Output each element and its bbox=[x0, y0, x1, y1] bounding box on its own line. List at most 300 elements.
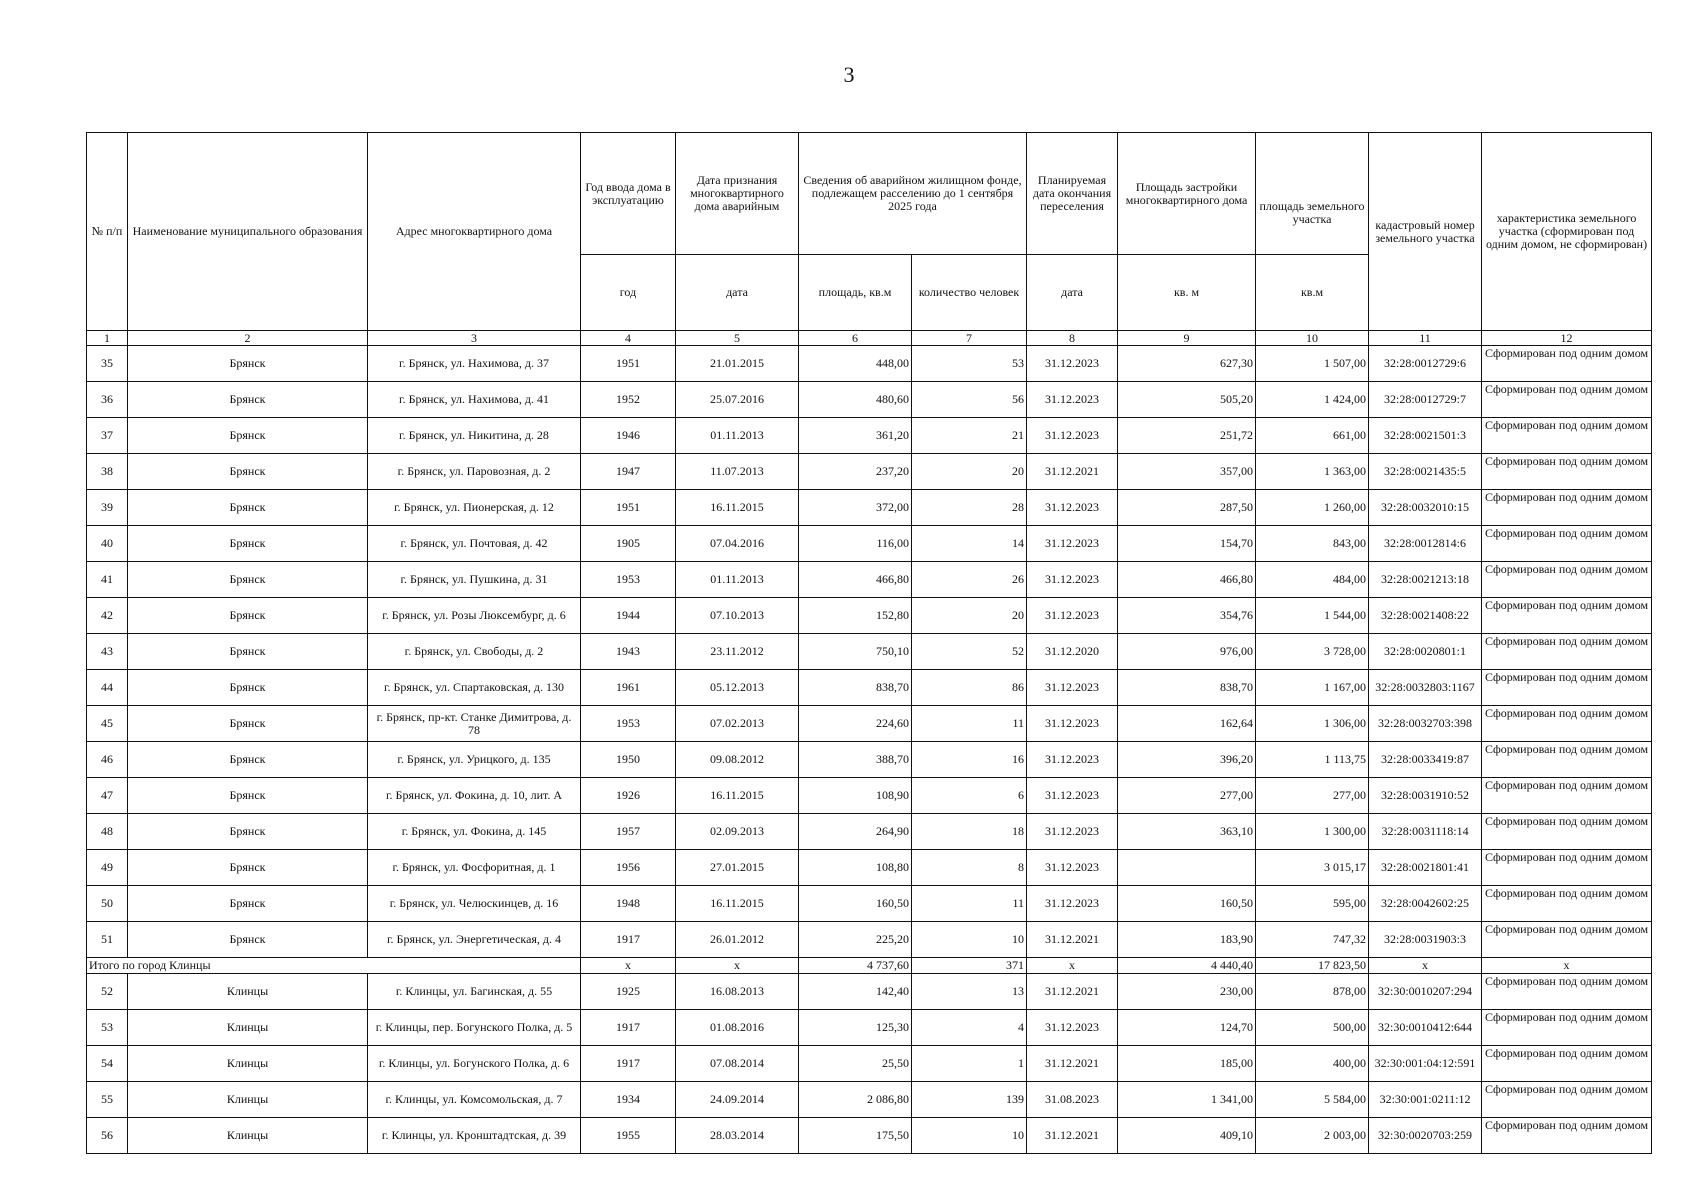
cadastral-cell: 32:28:0021501:3 bbox=[1369, 418, 1482, 454]
emergency-date-cell: 16.11.2015 bbox=[676, 886, 799, 922]
row-number: 53 bbox=[87, 1010, 128, 1046]
year-cell: 1917 bbox=[581, 1010, 676, 1046]
land-characteristic-cell: Сформирован под одним домом bbox=[1482, 974, 1652, 1010]
land-area-cell: 843,00 bbox=[1256, 526, 1369, 562]
building-area-cell: 466,80 bbox=[1118, 562, 1256, 598]
table-row bbox=[87, 418, 1652, 454]
subheader-year: год bbox=[581, 255, 676, 331]
people-cell: 14 bbox=[912, 526, 1027, 562]
year-cell: 1955 bbox=[581, 1118, 676, 1154]
municipality-cell: Брянск bbox=[128, 634, 368, 670]
address-cell: г. Брянск, ул. Нахимова, д. 41 bbox=[368, 382, 581, 418]
area-cell: 225,20 bbox=[799, 922, 912, 958]
year-cell: 1947 bbox=[581, 454, 676, 490]
people-cell: 56 bbox=[912, 382, 1027, 418]
row-number: 55 bbox=[87, 1082, 128, 1118]
municipality-cell: Брянск bbox=[128, 562, 368, 598]
people-cell: 10 bbox=[912, 922, 1027, 958]
emergency-date-cell: 01.08.2016 bbox=[676, 1010, 799, 1046]
total-cadastral: x bbox=[1369, 958, 1482, 974]
area-cell: 466,80 bbox=[799, 562, 912, 598]
land-characteristic-cell: Сформирован под одним домом bbox=[1482, 1118, 1652, 1154]
emergency-date-cell: 16.11.2015 bbox=[676, 778, 799, 814]
land-area-cell: 1 300,00 bbox=[1256, 814, 1369, 850]
cadastral-cell: 32:28:0021435:5 bbox=[1369, 454, 1482, 490]
year-cell: 1953 bbox=[581, 562, 676, 598]
planned-date-cell: 31.12.2023 bbox=[1027, 814, 1118, 850]
address-cell: г. Брянск, ул. Паровозная, д. 2 bbox=[368, 454, 581, 490]
table-row bbox=[87, 1082, 1652, 1118]
cadastral-cell: 32:28:0012729:7 bbox=[1369, 382, 1482, 418]
page-number: 3 bbox=[843, 62, 855, 87]
year-cell: 1917 bbox=[581, 922, 676, 958]
header-date-emergency: Дата признания многоквартирного дома аварийным bbox=[676, 133, 799, 255]
planned-date-cell: 31.12.2023 bbox=[1027, 598, 1118, 634]
planned-date-cell: 31.08.2023 bbox=[1027, 1082, 1118, 1118]
subheader-building-area: кв. м bbox=[1118, 255, 1256, 331]
emergency-date-cell: 16.08.2013 bbox=[676, 974, 799, 1010]
building-area-cell: 1 341,00 bbox=[1118, 1082, 1256, 1118]
row-number: 41 bbox=[87, 562, 128, 598]
people-cell: 1 bbox=[912, 1046, 1027, 1082]
year-cell: 1951 bbox=[581, 346, 676, 382]
land-area-cell: 1 260,00 bbox=[1256, 490, 1369, 526]
row-number: 42 bbox=[87, 598, 128, 634]
municipality-cell: Брянск bbox=[128, 814, 368, 850]
column-number: 5 bbox=[676, 331, 799, 346]
table-row bbox=[87, 850, 1652, 886]
address-cell: г. Брянск, ул. Спартаковская, д. 130 bbox=[368, 670, 581, 706]
table-row bbox=[87, 346, 1652, 382]
column-number: 11 bbox=[1369, 331, 1482, 346]
housing-register-table bbox=[86, 132, 1652, 1154]
planned-date-cell: 31.12.2021 bbox=[1027, 922, 1118, 958]
building-area-cell: 396,20 bbox=[1118, 742, 1256, 778]
column-number: 4 bbox=[581, 331, 676, 346]
municipality-cell: Брянск bbox=[128, 886, 368, 922]
planned-date-cell: 31.12.2021 bbox=[1027, 974, 1118, 1010]
column-number: 6 bbox=[799, 331, 912, 346]
people-cell: 20 bbox=[912, 598, 1027, 634]
area-cell: 838,70 bbox=[799, 670, 912, 706]
header-land-characteristic: характеристика земельного участка (сформирован под одним домом, не сформирован) bbox=[1482, 133, 1652, 331]
row-number: 39 bbox=[87, 490, 128, 526]
land-characteristic-cell: Сформирован под одним домом bbox=[1482, 1010, 1652, 1046]
cadastral-cell: 32:28:0031903:3 bbox=[1369, 922, 1482, 958]
address-cell: г. Брянск, ул. Розы Люксембург, д. 6 bbox=[368, 598, 581, 634]
building-area-cell: 185,00 bbox=[1118, 1046, 1256, 1082]
land-area-cell: 484,00 bbox=[1256, 562, 1369, 598]
area-cell: 750,10 bbox=[799, 634, 912, 670]
address-cell: г. Брянск, ул. Урицкого, д. 135 bbox=[368, 742, 581, 778]
row-number: 46 bbox=[87, 742, 128, 778]
table-row bbox=[87, 526, 1652, 562]
column-number: 12 bbox=[1482, 331, 1652, 346]
land-characteristic-cell: Сформирован под одним домом bbox=[1482, 1082, 1652, 1118]
header-emergency-group: Сведения об аварийном жилищном фонде, подлежащем расселению до 1 сентября 2025 года bbox=[799, 133, 1027, 255]
building-area-cell: 183,90 bbox=[1118, 922, 1256, 958]
land-area-cell: 878,00 bbox=[1256, 974, 1369, 1010]
subheader-area: площадь, кв.м bbox=[799, 255, 912, 331]
area-cell: 480,60 bbox=[799, 382, 912, 418]
land-area-cell: 400,00 bbox=[1256, 1046, 1369, 1082]
cadastral-cell: 32:28:0042602:25 bbox=[1369, 886, 1482, 922]
address-cell: г. Брянск, ул. Энергетическая, д. 4 bbox=[368, 922, 581, 958]
land-characteristic-cell: Сформирован под одним домом bbox=[1482, 526, 1652, 562]
emergency-date-cell: 01.11.2013 bbox=[676, 418, 799, 454]
table-row bbox=[87, 1010, 1652, 1046]
area-cell: 361,20 bbox=[799, 418, 912, 454]
row-number: 37 bbox=[87, 418, 128, 454]
people-cell: 13 bbox=[912, 974, 1027, 1010]
building-area-cell: 277,00 bbox=[1118, 778, 1256, 814]
year-cell: 1925 bbox=[581, 974, 676, 1010]
total-label: Итого по город Клинцы bbox=[87, 958, 581, 974]
year-cell: 1946 bbox=[581, 418, 676, 454]
row-number: 47 bbox=[87, 778, 128, 814]
year-cell: 1961 bbox=[581, 670, 676, 706]
total-planned-date: x bbox=[1027, 958, 1118, 974]
table-row bbox=[87, 670, 1652, 706]
planned-date-cell: 31.12.2023 bbox=[1027, 886, 1118, 922]
municipality-cell: Брянск bbox=[128, 778, 368, 814]
land-area-cell: 1 167,00 bbox=[1256, 670, 1369, 706]
total-area: 4 737,60 bbox=[799, 958, 912, 974]
row-number: 38 bbox=[87, 454, 128, 490]
land-characteristic-cell: Сформирован под одним домом bbox=[1482, 418, 1652, 454]
land-characteristic-cell: Сформирован под одним домом bbox=[1482, 490, 1652, 526]
year-cell: 1926 bbox=[581, 778, 676, 814]
total-people: 371 bbox=[912, 958, 1027, 974]
land-characteristic-cell: Сформирован под одним домом bbox=[1482, 814, 1652, 850]
cadastral-cell: 32:30:001:04:12:591 bbox=[1369, 1046, 1482, 1082]
municipality-cell: Брянск bbox=[128, 670, 368, 706]
planned-date-cell: 31.12.2020 bbox=[1027, 634, 1118, 670]
header-building-area: Площадь застройки многоквартирного дома bbox=[1118, 133, 1256, 255]
area-cell: 125,30 bbox=[799, 1010, 912, 1046]
cadastral-cell: 32:28:0021408:22 bbox=[1369, 598, 1482, 634]
header-municipality: Наименование муниципального образования bbox=[128, 133, 368, 331]
address-cell: г. Брянск, ул. Никитина, д. 28 bbox=[368, 418, 581, 454]
table-body bbox=[87, 346, 1652, 1154]
building-area-cell: 124,70 bbox=[1118, 1010, 1256, 1046]
cadastral-cell: 32:28:0012729:6 bbox=[1369, 346, 1482, 382]
table-row bbox=[87, 454, 1652, 490]
emergency-date-cell: 27.01.2015 bbox=[676, 850, 799, 886]
emergency-date-cell: 05.12.2013 bbox=[676, 670, 799, 706]
planned-date-cell: 31.12.2023 bbox=[1027, 850, 1118, 886]
column-number: 10 bbox=[1256, 331, 1369, 346]
building-area-cell: 357,00 bbox=[1118, 454, 1256, 490]
people-cell: 8 bbox=[912, 850, 1027, 886]
cadastral-cell: 32:28:0032010:15 bbox=[1369, 490, 1482, 526]
emergency-date-cell: 07.02.2013 bbox=[676, 706, 799, 742]
planned-date-cell: 31.12.2023 bbox=[1027, 742, 1118, 778]
year-cell: 1953 bbox=[581, 706, 676, 742]
municipality-cell: Брянск bbox=[128, 526, 368, 562]
land-characteristic-cell: Сформирован под одним домом bbox=[1482, 850, 1652, 886]
cadastral-cell: 32:28:0032803:1167 bbox=[1369, 670, 1482, 706]
cadastral-cell: 32:28:0020801:1 bbox=[1369, 634, 1482, 670]
area-cell: 2 086,80 bbox=[799, 1082, 912, 1118]
address-cell: г. Клинцы, пер. Богунского Полка, д. 5 bbox=[368, 1010, 581, 1046]
table-row bbox=[87, 598, 1652, 634]
table-row bbox=[87, 1046, 1652, 1082]
address-cell: г. Брянск, ул. Фосфоритная, д. 1 bbox=[368, 850, 581, 886]
address-cell: г. Брянск, пр-кт. Станке Димитрова, д. 78 bbox=[368, 706, 581, 742]
table-header bbox=[87, 133, 1652, 346]
cadastral-cell: 32:30:0020703:259 bbox=[1369, 1118, 1482, 1154]
total-year: x bbox=[581, 958, 676, 974]
building-area-cell: 154,70 bbox=[1118, 526, 1256, 562]
municipality-cell: Брянск bbox=[128, 418, 368, 454]
column-number: 9 bbox=[1118, 331, 1256, 346]
people-cell: 53 bbox=[912, 346, 1027, 382]
subheader-date: дата bbox=[676, 255, 799, 331]
address-cell: г. Клинцы, ул. Богунского Полка, д. 6 bbox=[368, 1046, 581, 1082]
emergency-date-cell: 24.09.2014 bbox=[676, 1082, 799, 1118]
row-number: 45 bbox=[87, 706, 128, 742]
people-cell: 10 bbox=[912, 1118, 1027, 1154]
area-cell: 175,50 bbox=[799, 1118, 912, 1154]
address-cell: г. Брянск, ул. Пушкина, д. 31 bbox=[368, 562, 581, 598]
cadastral-cell: 32:30:001:0211:12 bbox=[1369, 1082, 1482, 1118]
emergency-date-cell: 07.10.2013 bbox=[676, 598, 799, 634]
land-area-cell: 595,00 bbox=[1256, 886, 1369, 922]
land-characteristic-cell: Сформирован под одним домом bbox=[1482, 922, 1652, 958]
year-cell: 1957 bbox=[581, 814, 676, 850]
year-cell: 1950 bbox=[581, 742, 676, 778]
total-row bbox=[87, 958, 1652, 974]
row-number: 49 bbox=[87, 850, 128, 886]
emergency-date-cell: 28.03.2014 bbox=[676, 1118, 799, 1154]
row-number: 40 bbox=[87, 526, 128, 562]
land-area-cell: 3 728,00 bbox=[1256, 634, 1369, 670]
cadastral-cell: 32:28:0033419:87 bbox=[1369, 742, 1482, 778]
year-cell: 1951 bbox=[581, 490, 676, 526]
land-area-cell: 1 113,75 bbox=[1256, 742, 1369, 778]
building-area-cell: 251,72 bbox=[1118, 418, 1256, 454]
table-row bbox=[87, 1118, 1652, 1154]
column-number: 7 bbox=[912, 331, 1027, 346]
land-area-cell: 1 306,00 bbox=[1256, 706, 1369, 742]
land-area-cell: 661,00 bbox=[1256, 418, 1369, 454]
column-number: 8 bbox=[1027, 331, 1118, 346]
planned-date-cell: 31.12.2023 bbox=[1027, 562, 1118, 598]
land-characteristic-cell: Сформирован под одним домом bbox=[1482, 382, 1652, 418]
column-numbers-row bbox=[87, 331, 1652, 346]
cadastral-cell: 32:28:0031118:14 bbox=[1369, 814, 1482, 850]
building-area-cell: 505,20 bbox=[1118, 382, 1256, 418]
row-number: 43 bbox=[87, 634, 128, 670]
building-area-cell: 287,50 bbox=[1118, 490, 1256, 526]
building-area-cell: 627,30 bbox=[1118, 346, 1256, 382]
address-cell: г. Брянск, ул. Фокина, д. 145 bbox=[368, 814, 581, 850]
header-planned-date: Планируемая дата окончания переселения bbox=[1027, 133, 1118, 255]
emergency-date-cell: 07.04.2016 bbox=[676, 526, 799, 562]
people-cell: 11 bbox=[912, 886, 1027, 922]
people-cell: 6 bbox=[912, 778, 1027, 814]
planned-date-cell: 31.12.2021 bbox=[1027, 1046, 1118, 1082]
header-num: № п/п bbox=[87, 133, 128, 331]
table-row bbox=[87, 814, 1652, 850]
land-area-cell: 277,00 bbox=[1256, 778, 1369, 814]
year-cell: 1948 bbox=[581, 886, 676, 922]
cadastral-cell: 32:28:0012814:6 bbox=[1369, 526, 1482, 562]
subheader-land-area: кв.м bbox=[1256, 255, 1369, 331]
row-number: 48 bbox=[87, 814, 128, 850]
table-row bbox=[87, 706, 1652, 742]
planned-date-cell: 31.12.2023 bbox=[1027, 778, 1118, 814]
emergency-date-cell: 07.08.2014 bbox=[676, 1046, 799, 1082]
emergency-date-cell: 26.01.2012 bbox=[676, 922, 799, 958]
row-number: 50 bbox=[87, 886, 128, 922]
land-characteristic-cell: Сформирован под одним домом bbox=[1482, 886, 1652, 922]
header-land-area: площадь земельного участка bbox=[1256, 133, 1369, 255]
row-number: 35 bbox=[87, 346, 128, 382]
area-cell: 116,00 bbox=[799, 526, 912, 562]
area-cell: 237,20 bbox=[799, 454, 912, 490]
table-row bbox=[87, 634, 1652, 670]
address-cell: г. Брянск, ул. Пионерская, д. 12 bbox=[368, 490, 581, 526]
land-characteristic-cell: Сформирован под одним домом bbox=[1482, 706, 1652, 742]
land-area-cell: 1 544,00 bbox=[1256, 598, 1369, 634]
planned-date-cell: 31.12.2023 bbox=[1027, 490, 1118, 526]
address-cell: г. Брянск, ул. Нахимова, д. 37 bbox=[368, 346, 581, 382]
land-characteristic-cell: Сформирован под одним домом bbox=[1482, 1046, 1652, 1082]
address-cell: г. Клинцы, ул. Комсомольская, д. 7 bbox=[368, 1082, 581, 1118]
people-cell: 139 bbox=[912, 1082, 1027, 1118]
column-number: 3 bbox=[368, 331, 581, 346]
land-area-cell: 1 507,00 bbox=[1256, 346, 1369, 382]
land-area-cell: 2 003,00 bbox=[1256, 1118, 1369, 1154]
emergency-date-cell: 16.11.2015 bbox=[676, 490, 799, 526]
land-characteristic-cell: Сформирован под одним домом bbox=[1482, 778, 1652, 814]
municipality-cell: Клинцы bbox=[128, 1082, 368, 1118]
emergency-date-cell: 02.09.2013 bbox=[676, 814, 799, 850]
address-cell: г. Клинцы, ул. Багинская, д. 55 bbox=[368, 974, 581, 1010]
cadastral-cell: 32:28:0032703:398 bbox=[1369, 706, 1482, 742]
address-cell: г. Брянск, ул. Фокина, д. 10, лит. А bbox=[368, 778, 581, 814]
planned-date-cell: 31.12.2023 bbox=[1027, 1010, 1118, 1046]
area-cell: 108,80 bbox=[799, 850, 912, 886]
building-area-cell: 976,00 bbox=[1118, 634, 1256, 670]
area-cell: 25,50 bbox=[799, 1046, 912, 1082]
land-characteristic-cell: Сформирован под одним домом bbox=[1482, 562, 1652, 598]
row-number: 44 bbox=[87, 670, 128, 706]
municipality-cell: Брянск bbox=[128, 454, 368, 490]
emergency-date-cell: 25.07.2016 bbox=[676, 382, 799, 418]
table-row bbox=[87, 974, 1652, 1010]
people-cell: 18 bbox=[912, 814, 1027, 850]
emergency-date-cell: 09.08.2012 bbox=[676, 742, 799, 778]
area-cell: 372,00 bbox=[799, 490, 912, 526]
area-cell: 388,70 bbox=[799, 742, 912, 778]
land-characteristic-cell: Сформирован под одним домом bbox=[1482, 670, 1652, 706]
land-characteristic-cell: Сформирован под одним домом bbox=[1482, 598, 1652, 634]
table-row bbox=[87, 562, 1652, 598]
municipality-cell: Брянск bbox=[128, 922, 368, 958]
table-row bbox=[87, 742, 1652, 778]
municipality-cell: Брянск bbox=[128, 346, 368, 382]
land-area-cell: 1 424,00 bbox=[1256, 382, 1369, 418]
land-area-cell: 500,00 bbox=[1256, 1010, 1369, 1046]
table-row bbox=[87, 922, 1652, 958]
total-date: x bbox=[676, 958, 799, 974]
area-cell: 448,00 bbox=[799, 346, 912, 382]
building-area-cell: 160,50 bbox=[1118, 886, 1256, 922]
land-characteristic-cell: Сформирован под одним домом bbox=[1482, 634, 1652, 670]
land-area-cell: 3 015,17 bbox=[1256, 850, 1369, 886]
cadastral-cell: 32:28:0031910:52 bbox=[1369, 778, 1482, 814]
subheader-people: количество человек bbox=[912, 255, 1027, 331]
municipality-cell: Брянск bbox=[128, 850, 368, 886]
land-area-cell: 747,32 bbox=[1256, 922, 1369, 958]
land-characteristic-cell: Сформирован под одним домом bbox=[1482, 346, 1652, 382]
area-cell: 108,90 bbox=[799, 778, 912, 814]
municipality-cell: Клинцы bbox=[128, 1046, 368, 1082]
municipality-cell: Брянск bbox=[128, 598, 368, 634]
column-number: 1 bbox=[87, 331, 128, 346]
header-address: Адрес многоквартирного дома bbox=[368, 133, 581, 331]
people-cell: 16 bbox=[912, 742, 1027, 778]
planned-date-cell: 31.12.2023 bbox=[1027, 526, 1118, 562]
land-area-cell: 1 363,00 bbox=[1256, 454, 1369, 490]
row-number: 56 bbox=[87, 1118, 128, 1154]
row-number: 52 bbox=[87, 974, 128, 1010]
area-cell: 152,80 bbox=[799, 598, 912, 634]
planned-date-cell: 31.12.2021 bbox=[1027, 454, 1118, 490]
header-cadastral: кадастровый номер земельного участка bbox=[1369, 133, 1482, 331]
emergency-date-cell: 23.11.2012 bbox=[676, 634, 799, 670]
row-number: 51 bbox=[87, 922, 128, 958]
building-area-cell: 409,10 bbox=[1118, 1118, 1256, 1154]
address-cell: г. Брянск, ул. Почтовая, д. 42 bbox=[368, 526, 581, 562]
building-area-cell: 354,76 bbox=[1118, 598, 1256, 634]
planned-date-cell: 31.12.2023 bbox=[1027, 418, 1118, 454]
table-row bbox=[87, 490, 1652, 526]
municipality-cell: Брянск bbox=[128, 706, 368, 742]
municipality-cell: Клинцы bbox=[128, 974, 368, 1010]
people-cell: 26 bbox=[912, 562, 1027, 598]
people-cell: 21 bbox=[912, 418, 1027, 454]
cadastral-cell: 32:28:0021213:18 bbox=[1369, 562, 1482, 598]
header-year-commissioned: Год ввода дома в эксплуатацию bbox=[581, 133, 676, 255]
table-row bbox=[87, 382, 1652, 418]
people-cell: 4 bbox=[912, 1010, 1027, 1046]
building-area-cell: 838,70 bbox=[1118, 670, 1256, 706]
address-cell: г. Клинцы, ул. Кронштадтская, д. 39 bbox=[368, 1118, 581, 1154]
area-cell: 142,40 bbox=[799, 974, 912, 1010]
total-land-area: 17 823,50 bbox=[1256, 958, 1369, 974]
row-number: 54 bbox=[87, 1046, 128, 1082]
building-area-cell: 162,64 bbox=[1118, 706, 1256, 742]
planned-date-cell: 31.12.2023 bbox=[1027, 706, 1118, 742]
year-cell: 1905 bbox=[581, 526, 676, 562]
year-cell: 1956 bbox=[581, 850, 676, 886]
address-cell: г. Брянск, ул. Свободы, д. 2 bbox=[368, 634, 581, 670]
building-area-cell bbox=[1118, 850, 1256, 886]
emergency-date-cell: 01.11.2013 bbox=[676, 562, 799, 598]
row-number: 36 bbox=[87, 382, 128, 418]
table-row bbox=[87, 886, 1652, 922]
address-cell: г. Брянск, ул. Челюскинцев, д. 16 bbox=[368, 886, 581, 922]
year-cell: 1952 bbox=[581, 382, 676, 418]
cadastral-cell: 32:28:0021801:41 bbox=[1369, 850, 1482, 886]
land-characteristic-cell: Сформирован под одним домом bbox=[1482, 454, 1652, 490]
column-number: 2 bbox=[128, 331, 368, 346]
area-cell: 224,60 bbox=[799, 706, 912, 742]
